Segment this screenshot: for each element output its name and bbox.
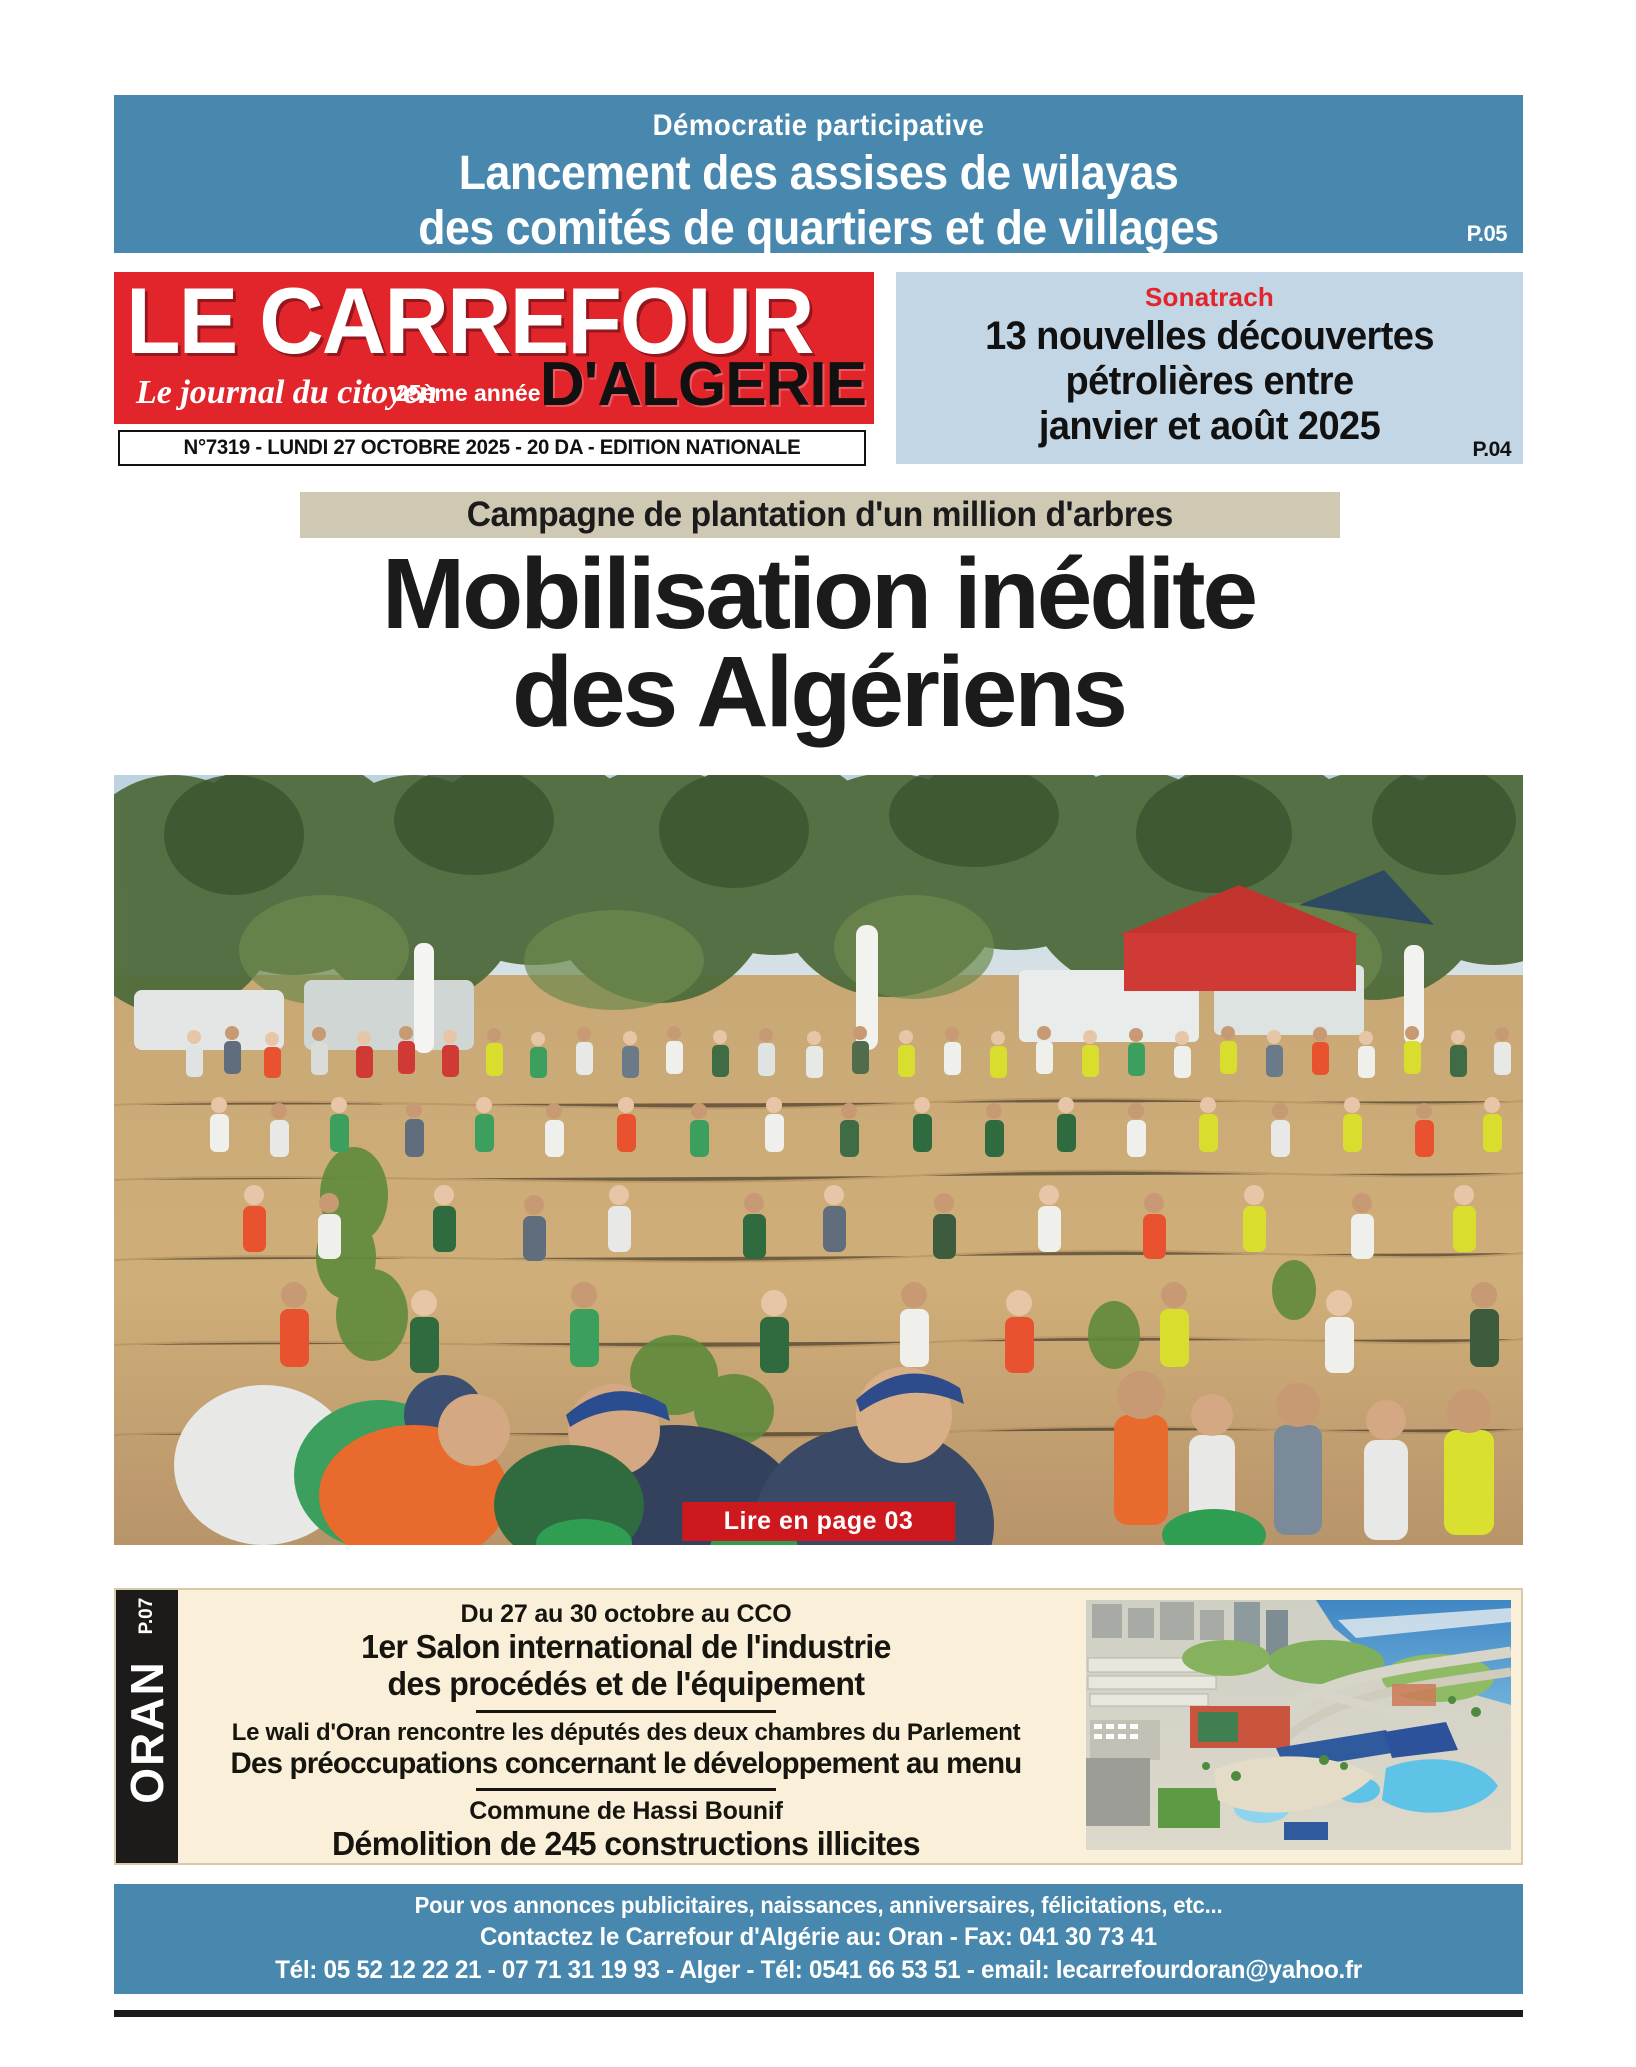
lead-photo-illustration	[114, 775, 1523, 1545]
oran-item1-line2[interactable]: des procédés et de l'équipement	[387, 1664, 865, 1702]
sonatrach-teaser[interactable]	[896, 272, 1523, 464]
logo-secondary-name: D'ALGERIE	[539, 350, 866, 419]
top-banner-page-reference: P.05	[1466, 221, 1507, 246]
footer-line-2: Contactez le Carrefour d'Algérie au: Oran - Fax: 041 30 73 41	[480, 1923, 1157, 1951]
oran-tab-label: ORAN	[121, 1660, 173, 1804]
oran-item2-title[interactable]: Des préoccupations concernant le développement au menu	[230, 1746, 1022, 1780]
logo-tagline: Le journal du citoyen	[136, 374, 438, 411]
oran-item3-kicker: Commune de Hassi Bounif	[469, 1796, 783, 1825]
edition-info-bar	[118, 430, 866, 466]
sonatrach-line2: pétrolières entre	[1065, 359, 1354, 404]
oran-section	[114, 1588, 1523, 1865]
oran-section-tab[interactable]	[116, 1590, 178, 1863]
oran-item2-kicker: Le wali d'Oran rencontre les députés des deux chambres du Parlement	[231, 1718, 1021, 1746]
top-banner-headline-line2: des comités de quartiers et de villages	[418, 202, 1219, 255]
oran-item1-line1[interactable]: 1er Salon international de l'industrie	[361, 1628, 891, 1665]
lire-en-page-badge[interactable]: Lire en page 03	[682, 1502, 956, 1541]
footer-line-1: Pour vos annonces publicitaires, naissances, anniversaires, félicitations, etc...	[414, 1892, 1223, 1918]
oran-articles	[186, 1590, 1066, 1863]
oran-photo	[1086, 1600, 1511, 1850]
logo-year-badge: 25ème année	[396, 380, 541, 406]
top-banner-kicker: Démocratie participative	[652, 109, 985, 142]
sonatrach-line1: 13 nouvelles découvertes	[985, 314, 1434, 358]
oran-photo-illustration	[1086, 1600, 1511, 1850]
sonatrach-kicker: Sonatrach	[1145, 282, 1274, 312]
bottom-rule	[114, 2010, 1523, 2017]
top-banner-headline-line1: Lancement des assises de wilayas	[458, 147, 1179, 200]
oran-divider-1	[476, 1710, 776, 1713]
oran-page-reference: P.07	[136, 1597, 157, 1635]
masthead-row	[114, 272, 1523, 472]
edition-info-text: N°7319 - LUNDI 27 OCTOBRE 2025 - 20 DA - EDITION NATIONALE	[183, 436, 801, 459]
oran-item3-title[interactable]: Démolition de 245 constructions illicites	[331, 1824, 921, 1862]
lead-story-kicker-text: Campagne de plantation d'un million d'arbres	[466, 495, 1174, 534]
lead-headline-line1: Mobilisation inédite	[381, 538, 1256, 650]
footer-contact-banner	[114, 1884, 1523, 1994]
sonatrach-page-reference: P.04	[1472, 438, 1511, 461]
lead-story-photo	[114, 775, 1523, 1545]
oran-item1-kicker: Du 27 au 30 octobre au CCO	[460, 1600, 792, 1628]
newspaper-logo[interactable]	[114, 272, 874, 424]
logo-primary-name: LE CARREFOUR	[126, 272, 813, 373]
footer-line-3: Tél: 05 52 12 22 21 - 07 71 31 19 93 - Alger - Tél: 0541 66 53 51 - email: lecarrefourdoran@yahoo.fr	[275, 1956, 1362, 1984]
top-banner[interactable]	[114, 95, 1523, 253]
lead-story-headline[interactable]	[114, 538, 1523, 748]
lead-headline-line2: des Algériens	[511, 636, 1126, 748]
oran-divider-2	[476, 1788, 776, 1791]
lead-story-kicker	[300, 492, 1340, 538]
sonatrach-line3: janvier et août 2025	[1038, 404, 1381, 449]
